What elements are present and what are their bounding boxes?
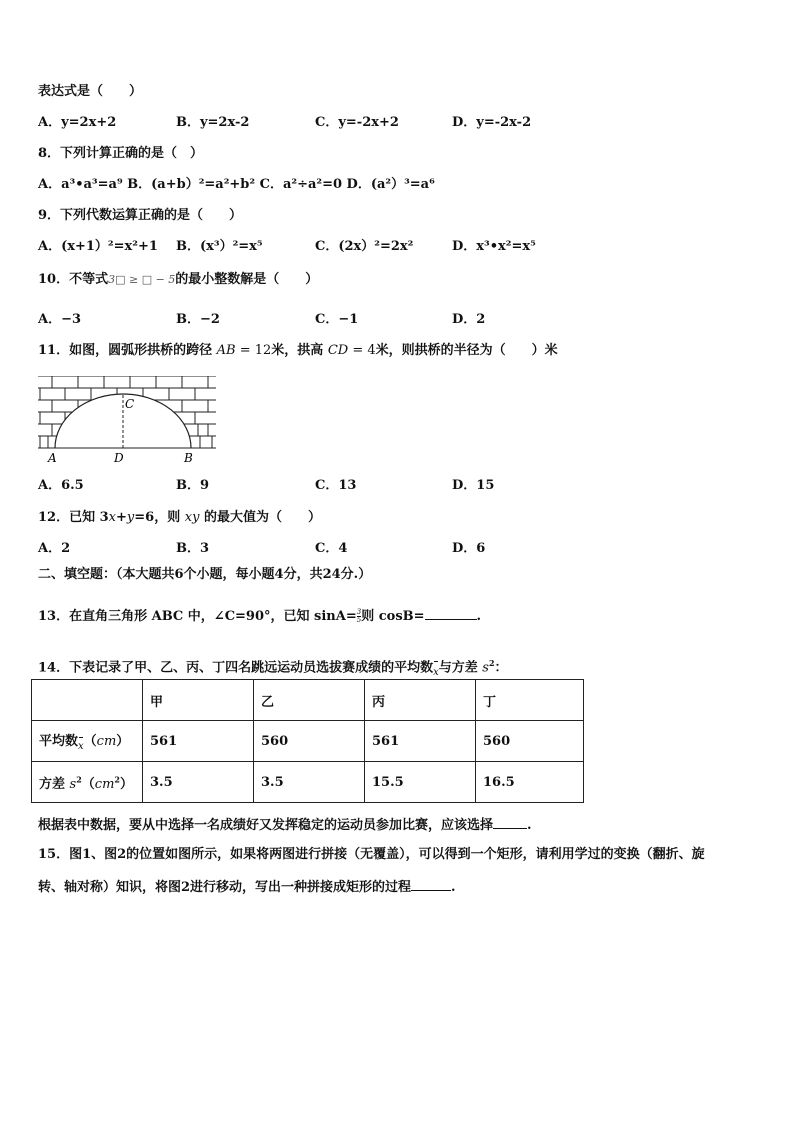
- arch-bridge-figure: [38, 374, 218, 466]
- q10-option-d: D．2: [452, 312, 486, 327]
- q11-option-d: D．15: [452, 478, 495, 493]
- q11-height-expr: CD: [327, 343, 349, 358]
- q11-span-expr: AB: [216, 343, 236, 358]
- q10-stem-before: 10．不等式: [38, 272, 109, 287]
- variance-paren-open: （: [81, 776, 95, 792]
- mean-paren-open: （: [83, 734, 97, 749]
- table-header-ding: 丁: [476, 680, 584, 721]
- table-cell: 561: [365, 721, 476, 762]
- q7-option-d: D．y=-2x-2: [452, 115, 532, 130]
- q15-line2-end: .: [451, 880, 456, 895]
- q8-options: A．a³•a³=a⁹ B．(a+b）²=a²+b² C．a²÷a²=0 D．(a²）³=a⁶: [38, 177, 435, 192]
- variance-unit-exp: 2: [114, 774, 120, 785]
- table-cell: 3.5: [254, 762, 365, 803]
- q7-stem: 表达式是（ ）: [38, 84, 143, 99]
- mean-label: 平均数: [39, 734, 79, 749]
- table-header-row: [32, 680, 584, 721]
- q14-stem: [38, 655, 508, 681]
- q12-stem-b: =6，则: [134, 510, 185, 525]
- q14-after: 根据表中数据，要从中选择一名成绩好又发挥稳定的运动员参加比赛，应该选择: [38, 818, 494, 833]
- q14-xbar: x: [433, 665, 439, 681]
- q12-var-xy: xy: [184, 510, 200, 525]
- q11-stem: [38, 343, 558, 359]
- q15-line2-text: 转、轴对称）知识，将图2进行移动，写出一种拼接成矩形的过程: [38, 880, 412, 895]
- variance-s-exp: 2: [76, 774, 82, 785]
- q14-stem-a: 14．下表记录了甲、乙、丙、丁四名跳远运动员选拔赛成绩的平均数: [38, 660, 434, 676]
- q9-option-c: C．(2x）²=2x²: [315, 239, 414, 254]
- q12-plus: +: [116, 510, 127, 525]
- q14-question: [38, 816, 532, 834]
- q11-option-c: C．13: [315, 478, 357, 493]
- section-heading: 二、填空题：（本大题共6个小题，每小题4分，共24分.）: [38, 567, 372, 582]
- table-header-empty: [32, 680, 143, 721]
- variance-paren-close: ）: [119, 776, 133, 792]
- q13-frac-num: 3: [356, 608, 362, 616]
- q12-var-x: x: [108, 510, 117, 525]
- label-d: D: [114, 451, 124, 465]
- row-label-mean: [32, 721, 143, 762]
- q13-stem-end: .: [476, 609, 482, 624]
- q7-option-c: C．y=-2x+2: [315, 115, 399, 130]
- q12-stem-c: 的最大值为（ ）: [199, 510, 321, 525]
- q9-stem: 9．下列代数运算正确的是（ ）: [38, 208, 243, 223]
- q11-option-b: B．9: [176, 478, 210, 493]
- table-cell: 16.5: [476, 762, 584, 803]
- q11-stem-b: 米，拱高: [271, 343, 328, 358]
- q9-option-b: B．(x³）²=x⁵: [176, 239, 263, 254]
- table-cell: 560: [254, 721, 365, 762]
- q12-stem-a: 12．已知 3: [38, 510, 109, 525]
- q10-option-a: A．−3: [38, 312, 82, 327]
- row-label-variance: [32, 762, 143, 803]
- q15-line1: 15．图1、图2的位置如图所示，如果将两图进行拼接（无覆盖），可以得到一个矩形，请利用学过的变换（翻折、旋: [38, 847, 705, 862]
- q12-option-d: D．6: [452, 541, 486, 556]
- mean-paren-close: ）: [116, 734, 130, 749]
- q14-after-end: .: [527, 818, 532, 833]
- table-header-yi: 乙: [254, 680, 365, 721]
- label-c: C: [125, 397, 135, 411]
- q12-option-c: C．4: [315, 541, 348, 556]
- score-table: [31, 679, 584, 803]
- table-header-bing: 丙: [365, 680, 476, 721]
- q10-stem-after: 的最小整数解是（ ）: [175, 272, 319, 287]
- q13-stem-a: 13．在直角三角形 ABC 中，∠C=90°，已知 sinA=: [38, 609, 357, 624]
- q10-option-c: C．−1: [315, 312, 359, 327]
- variance-s: s: [69, 776, 77, 792]
- q7-option-a: A．y=2x+2: [38, 115, 117, 130]
- variance-label: 方差: [39, 776, 70, 792]
- q7-option-b: B．y=2x-2: [176, 115, 250, 130]
- q12-var-y: y: [126, 510, 135, 525]
- q13-stem: [38, 607, 481, 625]
- mean-xbar: x: [78, 741, 84, 752]
- q14-stem-c: ：: [494, 660, 508, 676]
- mean-unit: cm: [96, 734, 117, 749]
- q10-option-b: B．−2: [176, 312, 220, 327]
- table-cell: 3.5: [143, 762, 254, 803]
- q11-stem-a: 11．如图，圆弧形拱桥的跨径: [38, 343, 217, 358]
- q12-option-b: B．3: [176, 541, 210, 556]
- table-cell: 560: [476, 721, 584, 762]
- table-cell: 561: [143, 721, 254, 762]
- q14-s: s: [482, 660, 489, 676]
- q10-inequality: 3□ ≥ □ − 5: [108, 273, 176, 286]
- q14-answer-blank[interactable]: [493, 816, 527, 829]
- q11-option-a: A．6.5: [38, 478, 84, 493]
- q11-stem-c: 米，则拱桥的半径为（ ）米: [375, 343, 558, 358]
- label-b: B: [184, 451, 193, 465]
- q11-height-val: = 4: [348, 343, 376, 358]
- q15-line2: [38, 878, 456, 896]
- variance-unit: cm: [94, 776, 115, 792]
- q9-option-d: D．x³•x²=x⁵: [452, 239, 536, 254]
- q13-answer-blank[interactable]: [425, 607, 477, 620]
- table-row: [32, 762, 584, 803]
- q14-s-exp: 2: [488, 658, 495, 668]
- label-a: A: [48, 451, 57, 465]
- q12-stem: [38, 510, 321, 526]
- q8-stem: 8．下列计算正确的是（ ）: [38, 146, 204, 161]
- q10-stem: [38, 272, 318, 288]
- q14-stem-b: 与方差: [438, 660, 483, 676]
- q13-frac-den: 5: [356, 616, 362, 624]
- q11-span-val: = 12: [235, 343, 272, 358]
- table-cell: 15.5: [365, 762, 476, 803]
- table-header-jia: 甲: [143, 680, 254, 721]
- q12-option-a: A．2: [38, 541, 71, 556]
- q15-answer-blank[interactable]: [411, 878, 451, 891]
- q9-option-a: A．(x+1）²=x²+1: [38, 239, 158, 254]
- q13-stem-b: 则 cosB=: [361, 609, 425, 624]
- table-row: [32, 721, 584, 762]
